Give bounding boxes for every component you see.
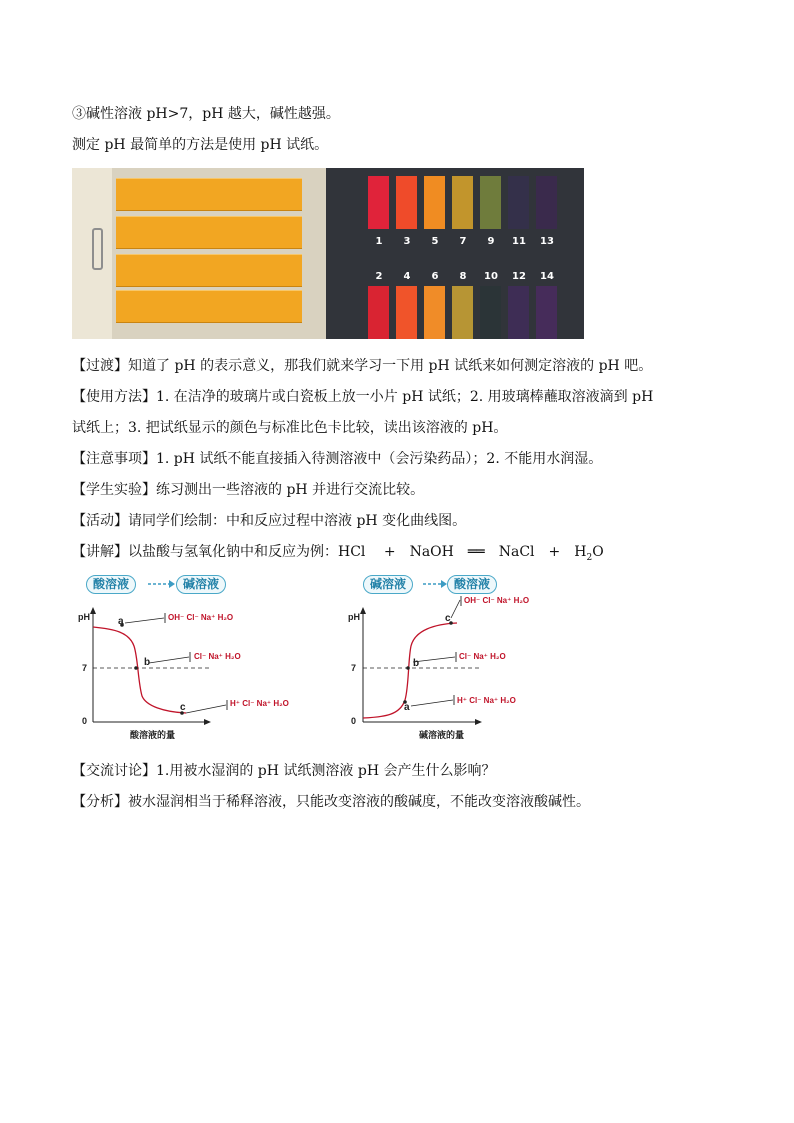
point-a: a [404, 702, 410, 713]
experiment-text: 练习测出一些溶液的 pH 并进行交流比较。 [156, 482, 425, 498]
point-c: c [180, 702, 186, 713]
leader-a [125, 618, 164, 623]
ph-number-bottom: 10 [484, 271, 498, 282]
para-analysis [72, 791, 590, 811]
y-axis-arrow-icon [90, 607, 96, 614]
chart-acid-to-base [74, 572, 334, 742]
leader-a [411, 700, 453, 706]
ph-number-bottom: 14 [540, 271, 554, 282]
ph-number-top: 11 [512, 236, 526, 247]
swatch-top [508, 176, 529, 229]
method-text: 1. 在洁净的玻璃片或白瓷板上放一小片 pH 试纸；2. 用玻璃棒蘸取溶液滴到 pH [156, 389, 654, 405]
x-label: 碱溶液的量 [419, 730, 465, 740]
ph-paper-photo [72, 168, 584, 339]
ions-b: Cl⁻ Na⁺ H₂O [459, 652, 506, 661]
ions-c: H⁺ Cl⁻ Na⁺ H₂O [230, 699, 289, 708]
point-c: c [445, 613, 451, 624]
leader-c [451, 600, 460, 618]
staple-icon [92, 228, 103, 270]
text-line-alkaline: ③碱性溶液 pH>7，pH 越大，碱性越强。 [72, 106, 340, 122]
arrow-head-icon [169, 580, 175, 588]
x-label: 酸溶液的量 [130, 730, 176, 740]
para-lecture [72, 541, 604, 563]
ph-number-bottom: 12 [512, 271, 526, 282]
swatch-top [480, 176, 501, 229]
para-discussion [72, 760, 496, 780]
swatch-bottom [452, 286, 473, 339]
tag-method: 【使用方法】 [72, 389, 156, 405]
lecture-end: O [592, 544, 604, 560]
subscript-2: 2 [586, 552, 593, 563]
para-activity [72, 510, 466, 530]
swatch-bottom [396, 286, 417, 339]
ph-number-bottom: 8 [459, 271, 467, 282]
leader-c [186, 705, 226, 713]
ph-curve [93, 627, 186, 713]
point-b: b [144, 657, 151, 668]
swatch-bottom [368, 286, 389, 339]
tick-7: 7 [351, 663, 357, 673]
para-transition [72, 355, 652, 375]
ions-c: OH⁻ Cl⁻ Na⁺ H₂O [464, 596, 530, 605]
ph-strip [116, 178, 302, 211]
tick-0: 0 [82, 716, 88, 726]
point-b: b [413, 658, 420, 669]
y-axis-arrow-icon [360, 607, 366, 614]
point-a: a [118, 616, 124, 627]
swatch-top [396, 176, 417, 229]
tag-discussion: 【交流讨论】 [72, 763, 156, 779]
ph-strip [116, 254, 302, 287]
label-from: 酸溶液 [86, 575, 136, 594]
lecture-text: 以盐酸与氢氧化钠中和反应为例：HCl + NaOH ══ NaCl + H [128, 544, 587, 560]
label-from: 碱溶液 [363, 575, 413, 594]
ph-number-top: 1 [375, 236, 383, 247]
tag-activity: 【活动】 [72, 513, 128, 529]
swatch-top [368, 176, 389, 229]
swatch-top [424, 176, 445, 229]
para-experiment [72, 479, 424, 499]
method-continue: 试纸上；3. 把试纸显示的颜色与标准比色卡比较，读出该溶液的 pH。 [72, 420, 508, 436]
tag-lecture: 【讲解】 [72, 544, 128, 560]
leader-b [149, 657, 189, 663]
label-to: 酸溶液 [447, 575, 497, 594]
analysis-text: 被水湿润相当于稀释溶液，只能改变溶液的酸碱度，不能改变溶液酸碱性。 [128, 794, 590, 810]
swatch-top [536, 176, 557, 229]
y-label: pH [348, 612, 360, 622]
tag-notes: 【注意事项】 [72, 451, 156, 467]
discussion-text: 1.用被水湿润的 pH 试纸测溶液 pH 会产生什么影响？ [156, 763, 496, 779]
ph-number-bottom: 6 [431, 271, 439, 282]
ions-a: H⁺ Cl⁻ Na⁺ H₂O [457, 696, 516, 705]
tick-7: 7 [82, 663, 88, 673]
label-to: 碱溶液 [176, 575, 226, 594]
swatch-bottom [536, 286, 557, 339]
ph-strip [116, 216, 302, 249]
chart-base-to-acid [345, 572, 605, 742]
y-label: pH [78, 612, 90, 622]
ph-number-bottom: 4 [403, 271, 411, 282]
swatch-bottom [480, 286, 501, 339]
ions-b: Cl⁻ Na⁺ H₂O [194, 652, 241, 661]
tick-0: 0 [351, 716, 357, 726]
swatch-top [452, 176, 473, 229]
tag-transition: 【过渡】 [72, 358, 128, 374]
swatch-bottom [424, 286, 445, 339]
transition-text: 知道了 pH 的表示意义，那我们就来学习一下用 pH 试纸来如何测定溶液的 pH 吧。 [128, 358, 653, 374]
text-line-ph-paper: 测定 pH 最简单的方法是使用 pH 试纸。 [72, 137, 329, 153]
para-notes [72, 448, 602, 468]
ph-number-bottom: 2 [375, 271, 383, 282]
x-axis-arrow-icon [204, 719, 211, 725]
tag-experiment: 【学生实验】 [72, 482, 156, 498]
ions-a: OH⁻ Cl⁻ Na⁺ H₂O [168, 613, 234, 622]
ph-curve [363, 623, 457, 718]
ph-number-top: 9 [487, 236, 495, 247]
leader-b [413, 657, 455, 662]
notes-text: 1. pH 试纸不能直接插入待测溶液中（会污染药品）；2. 不能用水润湿。 [156, 451, 603, 467]
color-card [326, 168, 584, 339]
tag-analysis: 【分析】 [72, 794, 128, 810]
ph-number-top: 3 [403, 236, 411, 247]
x-axis-arrow-icon [475, 719, 482, 725]
para-method [72, 386, 653, 406]
swatch-bottom [508, 286, 529, 339]
activity-text: 请同学们绘制：中和反应过程中溶液 pH 变化曲线图。 [128, 513, 467, 529]
ph-strip [116, 290, 302, 323]
ph-number-top: 7 [459, 236, 467, 247]
ph-number-top: 5 [431, 236, 439, 247]
ph-number-top: 13 [540, 236, 554, 247]
